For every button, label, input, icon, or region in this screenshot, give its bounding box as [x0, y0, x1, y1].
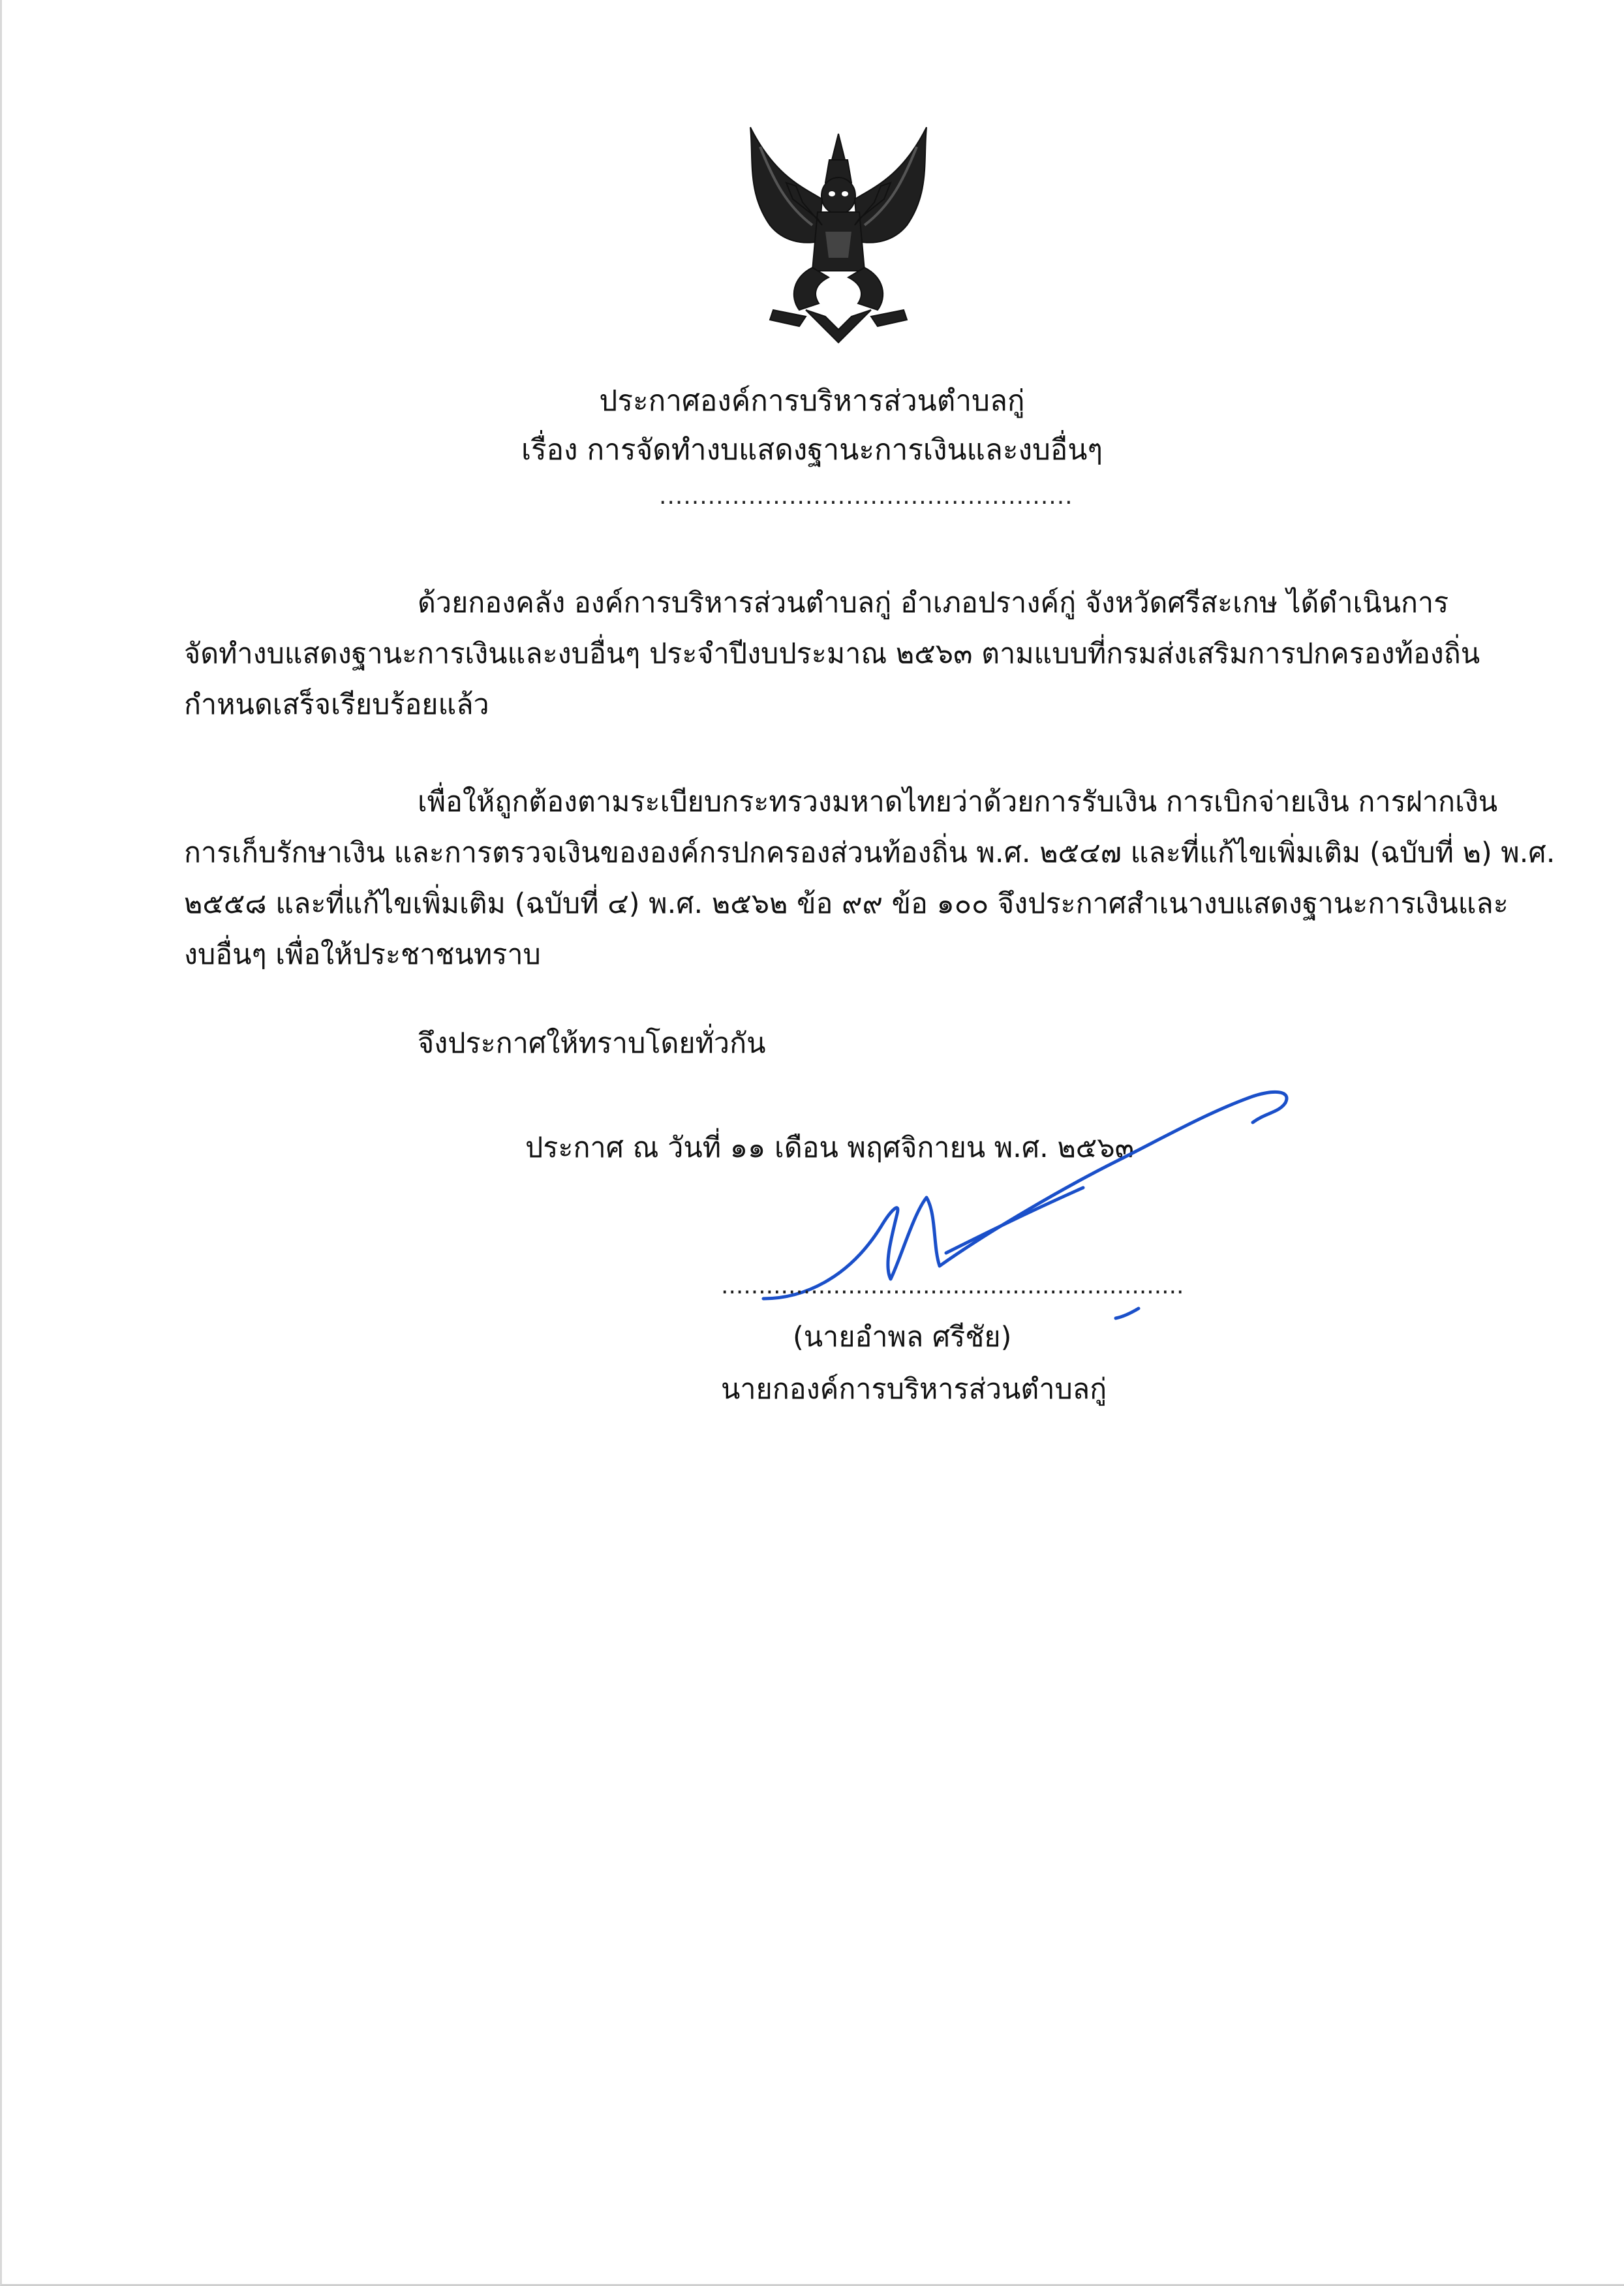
announcement-subject: เรื่อง การจัดทำงบแสดงฐานะการเงินและงบอื่นๆ [521, 433, 1103, 467]
garuda-emblem-icon [734, 121, 943, 346]
paragraph-2 [184, 777, 1555, 980]
paragraph-1-line: กำหนดเสร็จเรียบร้อยแล้ว [184, 688, 489, 721]
paragraph-3 [184, 1018, 1492, 1069]
signer-title: นายกองค์การบริหารส่วนตำบลกู่ [721, 1373, 1107, 1406]
header-divider: ................................................... [659, 483, 1073, 510]
announcement-date: ประกาศ ณ วันที่ ๑๑ เดือน พฤศจิกายน พ.ศ. ๒๕๖๓ [525, 1132, 1135, 1164]
paragraph-2-line: เพื่อให้ถูกต้องตามระเบียบกระทรวงมหาดไทยว่าด้วยการรับเงิน การเบิกจ่ายเงิน การฝากเงิน [418, 786, 1498, 818]
paragraph-1-line: ด้วยกองคลัง องค์การบริหารส่วนตำบลกู่ อำเภอปรางค์กู่ จังหวัดศรีสะเกษ ได้ดำเนินการ [418, 587, 1449, 619]
paragraph-1-line: จัดทำงบแสดงฐานะการเงินและงบอื่นๆ ประจำปีงบประมาณ ๒๕๖๓ ตามแบบที่กรมส่งเสริมการปกครองท้องถิ่น [184, 638, 1480, 670]
paragraph-2-line: ๒๕๕๘ และที่แก้ไขเพิ่มเติม (ฉบับที่ ๔) พ.ศ. ๒๕๖๒ ข้อ ๙๙ ข้อ ๑๐๐ จึงประกาศสำเนางบแสดงฐานะการเงินและ [184, 888, 1509, 920]
paragraph-3-line: จึงประกาศให้ทราบโดยทั่วกัน [418, 1027, 766, 1060]
signature-line: .............................................................. [721, 1273, 1184, 1299]
paragraph-2-line: การเก็บรักษาเงิน และการตรวจเงินขององค์กรปกครองส่วนท้องถิ่น พ.ศ. ๒๕๔๗ และที่แก้ไขเพิ่มเติม (ฉบับที่ ๒) พ.ศ. [184, 837, 1555, 869]
paragraph-1 [184, 578, 1492, 730]
announcement-title: ประกาศองค์การบริหารส่วนตำบลกู่ [599, 384, 1025, 418]
signer-name: (นายอำพล ศรีชัย) [793, 1321, 1012, 1353]
paragraph-2-line: งบอื่นๆ เพื่อให้ประชาชนทราบ [184, 938, 541, 971]
